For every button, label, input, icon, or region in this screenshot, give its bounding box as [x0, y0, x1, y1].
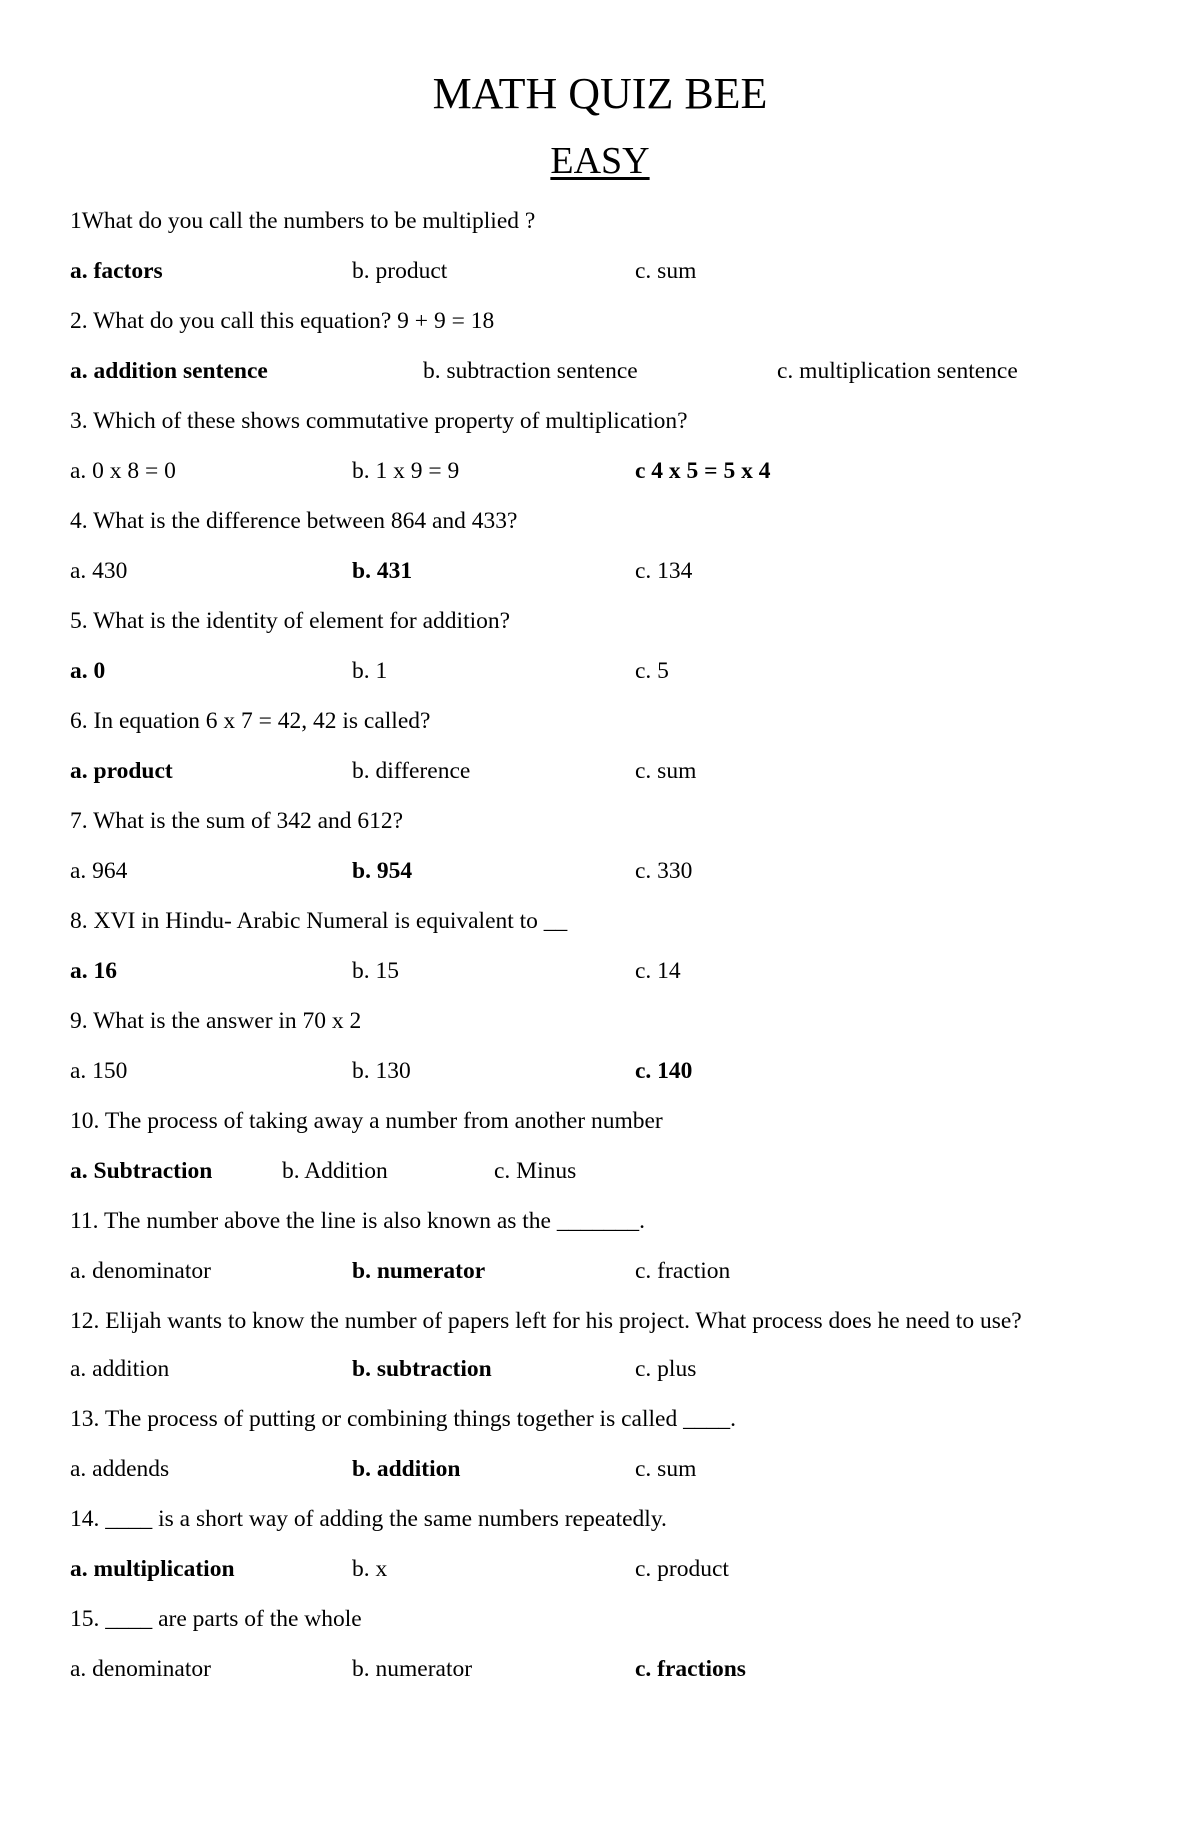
- answer-options: [70, 1254, 1130, 1288]
- option-c: c. product: [635, 1556, 729, 1582]
- question-list: [70, 204, 1130, 1702]
- answer-options: [70, 754, 1130, 788]
- option-a: a. denominator: [70, 1656, 211, 1682]
- question-text: 14. ____ is a short way of adding the same numbers repeatedly.: [70, 1506, 667, 1532]
- option-a: a. denominator: [70, 1258, 211, 1284]
- question-item-12: [70, 1304, 1130, 1386]
- answer-options: [70, 954, 1130, 988]
- option-b: b. addition: [352, 1456, 461, 1482]
- question-item-8: [70, 904, 1130, 988]
- option-c: c. 14: [635, 958, 681, 984]
- answer-options: [70, 1452, 1130, 1486]
- option-b: b. 954: [352, 858, 413, 884]
- question-item-13: [70, 1402, 1130, 1486]
- option-c: c. sum: [635, 258, 697, 284]
- option-c: c 4 x 5 = 5 x 4: [635, 458, 771, 484]
- answer-options: [70, 1352, 1130, 1386]
- option-b: b. subtraction sentence: [423, 358, 638, 384]
- option-a: a. multiplication: [70, 1556, 235, 1582]
- answer-options: [70, 554, 1130, 588]
- question-text: 10. The process of taking away a number from another number: [70, 1108, 663, 1134]
- question-item-9: [70, 1004, 1130, 1088]
- option-c: c. Minus: [494, 1158, 577, 1184]
- option-a: a. 430: [70, 558, 128, 584]
- difficulty-heading: EASY: [550, 140, 650, 182]
- option-c: c. sum: [635, 1456, 697, 1482]
- option-c: c. 330: [635, 858, 693, 884]
- answer-options: [70, 654, 1130, 688]
- question-item-6: [70, 704, 1130, 788]
- option-a: a. Subtraction: [70, 1158, 213, 1184]
- question-text: 3. Which of these shows commutative property of multiplication?: [70, 408, 688, 434]
- question-item-11: [70, 1204, 1130, 1288]
- option-a: a. 0: [70, 658, 106, 684]
- question-item-14: [70, 1502, 1130, 1586]
- answer-options: [70, 354, 1130, 388]
- question-item-3: [70, 404, 1130, 488]
- option-a: a. addition sentence: [70, 358, 268, 384]
- option-b: b. 1 x 9 = 9: [352, 458, 460, 484]
- question-text: 13. The process of putting or combining things together is called ____.: [70, 1406, 736, 1432]
- option-c: c. multiplication sentence: [777, 358, 1018, 384]
- option-b: b. 130: [352, 1058, 411, 1084]
- option-b: b. numerator: [352, 1656, 473, 1682]
- option-c: c. plus: [635, 1356, 697, 1382]
- option-b: b. Addition: [282, 1158, 388, 1184]
- option-b: b. 1: [352, 658, 388, 684]
- question-text: 9. What is the answer in 70 x 2: [70, 1008, 362, 1034]
- option-b: b. 15: [352, 958, 399, 984]
- option-b: b. x: [352, 1556, 388, 1582]
- answer-options: [70, 854, 1130, 888]
- question-text: 7. What is the sum of 342 and 612?: [70, 808, 404, 834]
- question-item-15: [70, 1602, 1130, 1686]
- option-b: b. difference: [352, 758, 471, 784]
- question-item-1: [70, 204, 1130, 288]
- option-b: b. 431: [352, 558, 413, 584]
- question-item-5: [70, 604, 1130, 688]
- question-text: 4. What is the difference between 864 and 433?: [70, 508, 518, 534]
- question-item-4: [70, 504, 1130, 588]
- question-text: 8. XVI in Hindu- Arabic Numeral is equivalent to __: [70, 908, 568, 934]
- answer-options: [70, 1652, 1130, 1686]
- option-a: a. factors: [70, 258, 163, 284]
- option-a: a. 16: [70, 958, 117, 984]
- question-text: 5. What is the identity of element for addition?: [70, 608, 511, 634]
- option-a: a. addends: [70, 1456, 170, 1482]
- answer-options: [70, 1154, 1130, 1188]
- question-text: 11. The number above the line is also known as the _______.: [70, 1208, 645, 1234]
- option-a: a. addition: [70, 1356, 170, 1382]
- question-text: 6. In equation 6 x 7 = 42, 42 is called?: [70, 708, 431, 734]
- option-c: c. sum: [635, 758, 697, 784]
- question-text: 15. ____ are parts of the whole: [70, 1606, 362, 1632]
- option-c: c. 134: [635, 558, 693, 584]
- option-c: c. 5: [635, 658, 669, 684]
- option-c: c. fractions: [635, 1656, 746, 1682]
- question-text: 12. Elijah wants to know the number of papers left for his project. What process does he need to use?: [70, 1308, 1022, 1334]
- question-text: 2. What do you call this equation? 9 + 9 = 18: [70, 308, 495, 334]
- question-item-2: [70, 304, 1130, 388]
- option-c: c. fraction: [635, 1258, 731, 1284]
- answer-options: [70, 1552, 1130, 1586]
- option-c: c. 140: [635, 1058, 693, 1084]
- answer-options: [70, 1054, 1130, 1088]
- option-a: a. product: [70, 758, 173, 784]
- option-a: a. 0 x 8 = 0: [70, 458, 176, 484]
- option-b: b. subtraction: [352, 1356, 492, 1382]
- question-text: 1What do you call the numbers to be multiplied ?: [70, 208, 536, 234]
- question-item-7: [70, 804, 1130, 888]
- option-a: a. 964: [70, 858, 128, 884]
- page-title: MATH QUIZ BEE: [432, 69, 768, 118]
- option-b: b. numerator: [352, 1258, 486, 1284]
- answer-options: [70, 454, 1130, 488]
- option-b: b. product: [352, 258, 448, 284]
- question-item-10: [70, 1104, 1130, 1188]
- answer-options: [70, 254, 1130, 288]
- option-a: a. 150: [70, 1058, 128, 1084]
